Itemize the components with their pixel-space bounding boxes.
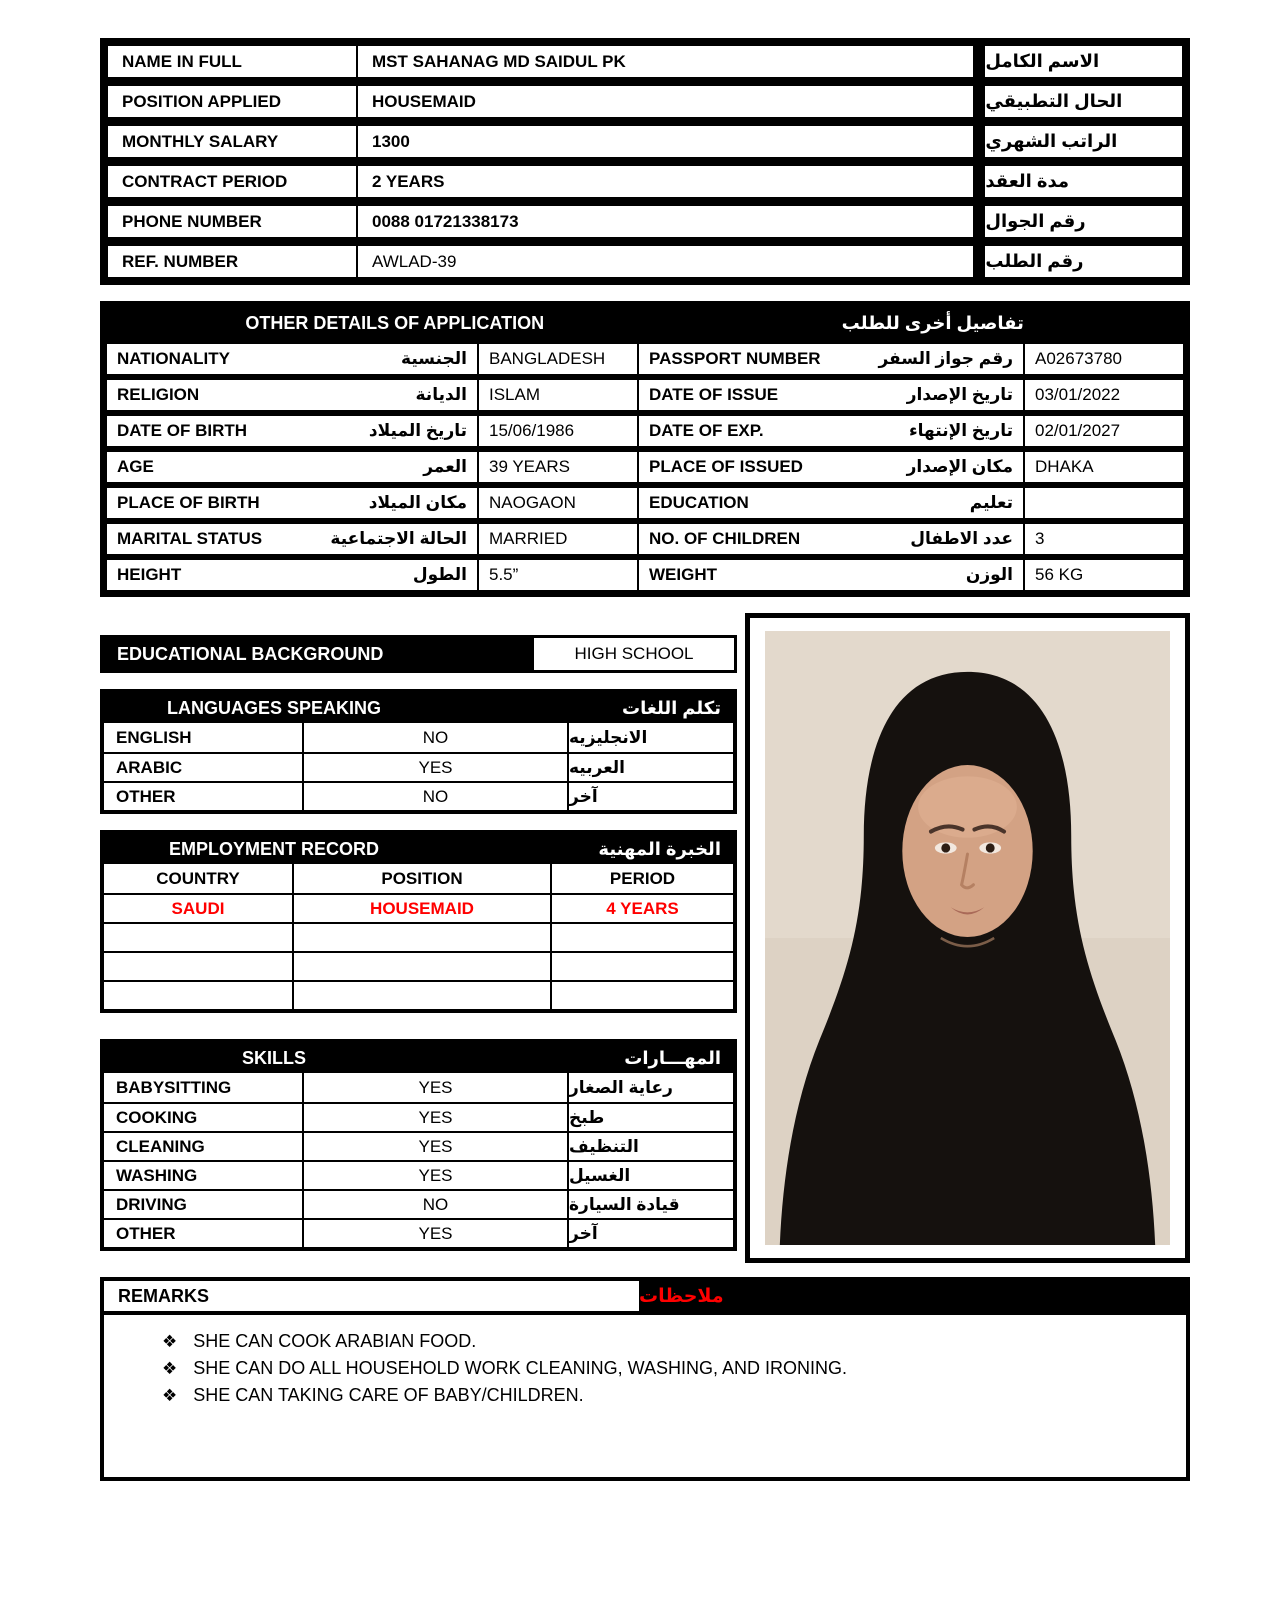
field-label-arabic: مكان الإصدار: [906, 457, 1013, 476]
section-title: LANGUAGES SPEAKING: [166, 697, 382, 718]
section-title: EDUCATIONAL BACKGROUND: [117, 643, 384, 664]
section-title-arabic: المهـــارات: [624, 1047, 721, 1068]
field-label-arabic: الجنسية: [401, 349, 467, 368]
field-label-arabic: تاريخ الميلاد: [368, 421, 467, 440]
column-header: COUNTRY: [104, 864, 294, 893]
section-title: EMPLOYMENT RECORD: [168, 838, 379, 859]
field-label: WEIGHT: [649, 565, 717, 584]
education-value: HIGH SCHOOL: [534, 638, 734, 670]
skill-label-arabic: الغسيل: [569, 1165, 631, 1185]
table-row: [107, 380, 1183, 410]
skill-label: BABYSITTING: [104, 1073, 304, 1102]
skill-label: DRIVING: [104, 1191, 304, 1218]
field-label: RELIGION: [117, 385, 200, 404]
left-column: [100, 613, 737, 1251]
field-value: [1025, 488, 1183, 518]
skill-label-arabic: طبخ: [569, 1107, 605, 1127]
language-label: OTHER: [104, 783, 304, 810]
field-label: NATIONALITY: [117, 349, 231, 368]
table-row: [104, 1131, 733, 1160]
table-row: [107, 452, 1183, 482]
skill-label: OTHER: [104, 1220, 304, 1247]
table-row: [104, 1189, 733, 1218]
language-label-arabic: العربيه: [569, 757, 626, 777]
field-label-arabic: مدة العقد: [985, 166, 1182, 197]
field-label-arabic: رقم الجوال: [985, 206, 1182, 237]
field-label: PHONE NUMBER: [108, 206, 358, 237]
section-title: SKILLS: [241, 1047, 306, 1068]
field-label-arabic: العمر: [423, 457, 467, 476]
field-label: MONTHLY SALARY: [108, 126, 358, 157]
field-label-arabic: تاريخ الإصدار: [906, 385, 1013, 404]
language-value: YES: [304, 754, 569, 781]
table-row: [107, 560, 1183, 590]
table-row: [104, 752, 733, 781]
field-label: DATE OF BIRTH: [117, 421, 248, 440]
document-content: [100, 38, 1190, 1481]
field-label: MARITAL STATUS: [117, 529, 263, 548]
section-title-arabic: الخبرة المهنية: [598, 838, 721, 859]
section-title-arabic: تفاصيل أخرى للطلب: [841, 312, 1024, 333]
table-row: [104, 1218, 733, 1247]
language-value: NO: [304, 723, 569, 752]
field-value: MST SAHANAG MD SAIDUL PK: [372, 51, 626, 71]
field-label-arabic: الاسم الكامل: [985, 46, 1182, 77]
diamond-bullet-icon: ❖: [162, 1332, 178, 1351]
employment-period: 4 YEARS: [606, 898, 679, 918]
remarks-header: [104, 1281, 1186, 1311]
table-row: [104, 1073, 733, 1102]
field-label: PLACE OF ISSUED: [649, 457, 803, 476]
field-value: MARRIED: [479, 524, 639, 554]
employment-record-table: [100, 830, 737, 1013]
field-label: AGE: [117, 457, 154, 476]
remark-item: [162, 1331, 1176, 1352]
employment-period: [552, 924, 733, 951]
field-value: 03/01/2022: [1035, 385, 1121, 404]
table-row: [104, 951, 733, 980]
remarks-body: [104, 1315, 1186, 1477]
employment-country: [104, 953, 294, 980]
applicant-photo-frame: [745, 613, 1190, 1263]
field-label-arabic: تعليم: [969, 493, 1013, 512]
table-row: [107, 416, 1183, 446]
field-label: HEIGHT: [117, 565, 182, 584]
section-title: OTHER DETAILS OF APPLICATION: [245, 312, 545, 333]
table-row: [107, 488, 1183, 518]
language-label: ARABIC: [104, 754, 304, 781]
remark-text: SHE CAN TAKING CARE OF BABY/CHILDREN.: [193, 1385, 584, 1405]
field-value: 2 YEARS: [372, 171, 445, 191]
language-label: ENGLISH: [104, 723, 304, 752]
table-row: [108, 166, 1182, 197]
remarks-section: [100, 1277, 1190, 1481]
table-row: [108, 86, 1182, 117]
field-label: DATE OF EXP.: [649, 421, 764, 440]
table-row: [104, 781, 733, 810]
languages-header: [104, 693, 733, 723]
remark-text: SHE CAN DO ALL HOUSEHOLD WORK CLEANING, WASHING, AND IRONING.: [193, 1358, 848, 1378]
table-row: [104, 922, 733, 951]
right-column: [745, 613, 1190, 1263]
table-row: [104, 980, 733, 1009]
employment-position: [294, 953, 552, 980]
field-value: HOUSEMAID: [372, 91, 476, 111]
other-details-table: [100, 301, 1190, 597]
skill-label-arabic: رعاية الصغار: [569, 1077, 673, 1097]
applicant-summary-table: [100, 38, 1190, 285]
employment-period: [552, 982, 733, 1009]
field-label-arabic: الطول: [412, 565, 467, 584]
field-label-arabic: تاريخ الإنتهاء: [908, 421, 1013, 440]
section-title: REMARKS: [104, 1281, 639, 1311]
language-label-arabic: آخر: [569, 786, 598, 806]
other-details-header: [107, 308, 1183, 338]
field-label-arabic: الحال التطبيقي: [985, 86, 1182, 117]
diamond-bullet-icon: ❖: [162, 1359, 178, 1378]
field-value: BANGLADESH: [479, 344, 639, 374]
skill-value: NO: [304, 1191, 569, 1218]
field-value: ISLAM: [479, 380, 639, 410]
field-label: DATE OF ISSUE: [649, 385, 779, 404]
employment-period: [552, 953, 733, 980]
field-label-arabic: رقم جواز السفر: [878, 349, 1013, 368]
field-label-arabic: مكان الميلاد: [368, 493, 467, 512]
table-row: [104, 893, 733, 922]
section-title-arabic: تكلم اللغات: [622, 697, 721, 718]
field-label-arabic: عدد الاطفال: [910, 529, 1013, 548]
field-value: 56 KG: [1035, 565, 1084, 584]
table-row: [104, 1160, 733, 1189]
skills-header: [104, 1043, 733, 1073]
column-header: POSITION: [294, 864, 552, 893]
table-row: [104, 723, 733, 752]
remark-text: SHE CAN COOK ARABIAN FOOD.: [193, 1331, 477, 1351]
field-label: NAME IN FULL: [108, 46, 358, 77]
main-columns: [100, 613, 1190, 1263]
employment-country: [104, 982, 294, 1009]
field-value: 0088 01721338173: [372, 211, 519, 231]
skill-label: WASHING: [104, 1162, 304, 1189]
skill-value: YES: [304, 1220, 569, 1247]
field-label: PLACE OF BIRTH: [117, 493, 260, 512]
skill-value: YES: [304, 1133, 569, 1160]
field-label-arabic: الديانة: [415, 385, 467, 404]
field-label: EDUCATION: [649, 493, 749, 512]
language-value: NO: [304, 783, 569, 810]
employment-country: [104, 924, 294, 951]
remark-item: [162, 1358, 1176, 1379]
skill-value: YES: [304, 1162, 569, 1189]
field-label: POSITION APPLIED: [108, 86, 358, 117]
field-value: 5.5”: [479, 560, 639, 590]
remark-item: [162, 1385, 1176, 1406]
field-label-arabic: رقم الطلب: [985, 246, 1182, 277]
table-row: [108, 206, 1182, 237]
field-value: 02/01/2027: [1035, 421, 1121, 440]
diamond-bullet-icon: ❖: [162, 1386, 178, 1405]
skill-label: CLEANING: [104, 1133, 304, 1160]
field-value: 39 YEARS: [479, 452, 639, 482]
skill-label-arabic: قيادة السيارة: [569, 1194, 680, 1214]
employment-country: SAUDI: [104, 895, 294, 922]
educational-background-bar: [100, 635, 737, 673]
table-row: [108, 46, 1182, 77]
field-value: 3: [1035, 529, 1045, 548]
table-row: [108, 126, 1182, 157]
field-label: NO. OF CHILDREN: [649, 529, 801, 548]
language-label-arabic: الانجليزيه: [569, 727, 648, 747]
employment-position: [294, 982, 552, 1009]
field-value: NAOGAON: [479, 488, 639, 518]
field-label-arabic: الراتب الشهري: [985, 126, 1182, 157]
employment-header: [104, 834, 733, 864]
column-header: PERIOD: [609, 868, 676, 888]
table-row: [107, 344, 1183, 374]
skill-label-arabic: آخر: [569, 1223, 598, 1243]
field-value: AWLAD-39: [372, 251, 457, 271]
field-label-arabic: الحالة الاجتماعية: [330, 529, 467, 548]
skill-label-arabic: التنظيف: [569, 1136, 639, 1156]
field-value: DHAKA: [1035, 457, 1094, 476]
section-title-arabic: ملاحظات: [639, 1285, 724, 1307]
field-label: PASSPORT NUMBER: [649, 349, 821, 368]
skill-value: YES: [304, 1104, 569, 1131]
skill-value: YES: [304, 1073, 569, 1102]
table-row: [104, 1102, 733, 1131]
field-label-arabic: الوزن: [965, 565, 1013, 584]
employment-column-headers: [104, 864, 733, 893]
skills-table: [100, 1039, 737, 1251]
field-value: 15/06/1986: [479, 416, 639, 446]
applicant-photo: [765, 631, 1170, 1245]
employment-position: HOUSEMAID: [294, 895, 552, 922]
field-label: CONTRACT PERIOD: [108, 166, 358, 197]
table-row: [108, 246, 1182, 277]
languages-table: [100, 689, 737, 814]
field-value: 1300: [372, 131, 410, 151]
field-value: A02673780: [1035, 349, 1122, 368]
field-label: REF. NUMBER: [108, 246, 358, 277]
skill-label: COOKING: [104, 1104, 304, 1131]
employment-position: [294, 924, 552, 951]
table-row: [107, 524, 1183, 554]
